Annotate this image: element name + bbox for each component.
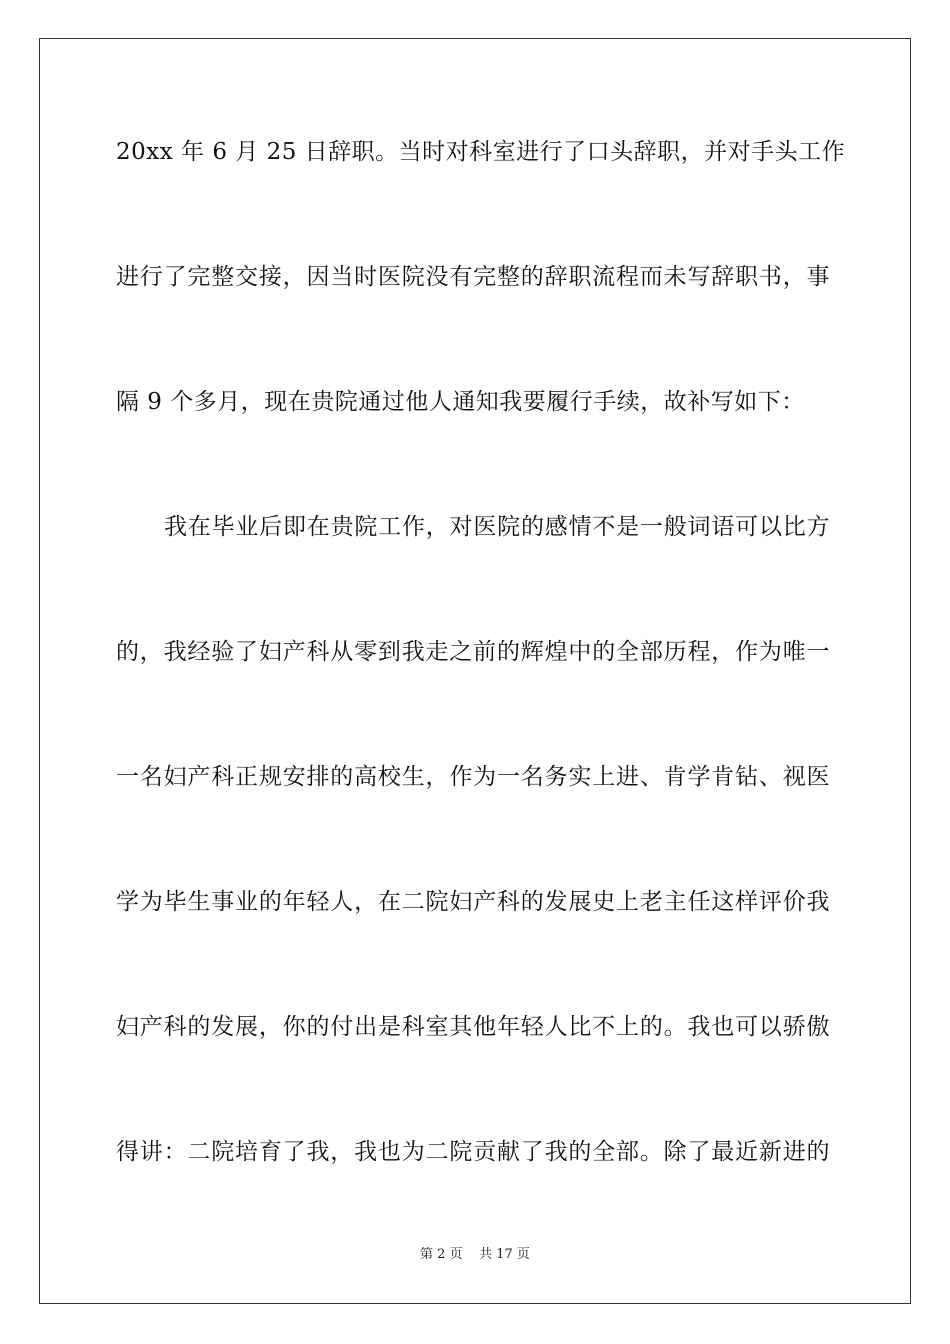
text-line: 进行了完整交接，因当时医院没有完整的辞职流程而未写辞职书，事 bbox=[116, 264, 830, 290]
text-line: 一名妇产科正规安排的高校生，作为一名务实上进、肯学肯钻、视医 bbox=[116, 764, 830, 790]
text-line: 隔 9 个多月，现在贵院通过他人通知我要履行手续，故补写如下： bbox=[116, 389, 805, 415]
text-line: 得讲：二院培育了我，我也为二院贡献了我的全部。除了最近新进的 bbox=[116, 1139, 830, 1165]
page-number: 第 2 页 bbox=[420, 1247, 463, 1262]
text-line: 我在毕业后即在贵院工作，对医院的感情不是一般词语可以比方 bbox=[164, 514, 830, 540]
page-total: 共 17 页 bbox=[479, 1247, 530, 1262]
text-line: 学为毕生事业的年轻人，在二院妇产科的发展史上老主任这样评价我 bbox=[116, 889, 830, 915]
text-line: 20xx 年 6 月 25 日辞职。当时对科室进行了口头辞职，并对手头工作 bbox=[116, 139, 846, 165]
text-line: 的，我经验了妇产科从零到我走之前的辉煌中的全部历程，作为唯一 bbox=[116, 639, 830, 665]
page-footer bbox=[0, 1246, 950, 1264]
text-line: 妇产科的发展，你的付出是科室其他年轻人比不上的。我也可以骄傲 bbox=[116, 1014, 830, 1040]
document-body bbox=[116, 120, 846, 1245]
